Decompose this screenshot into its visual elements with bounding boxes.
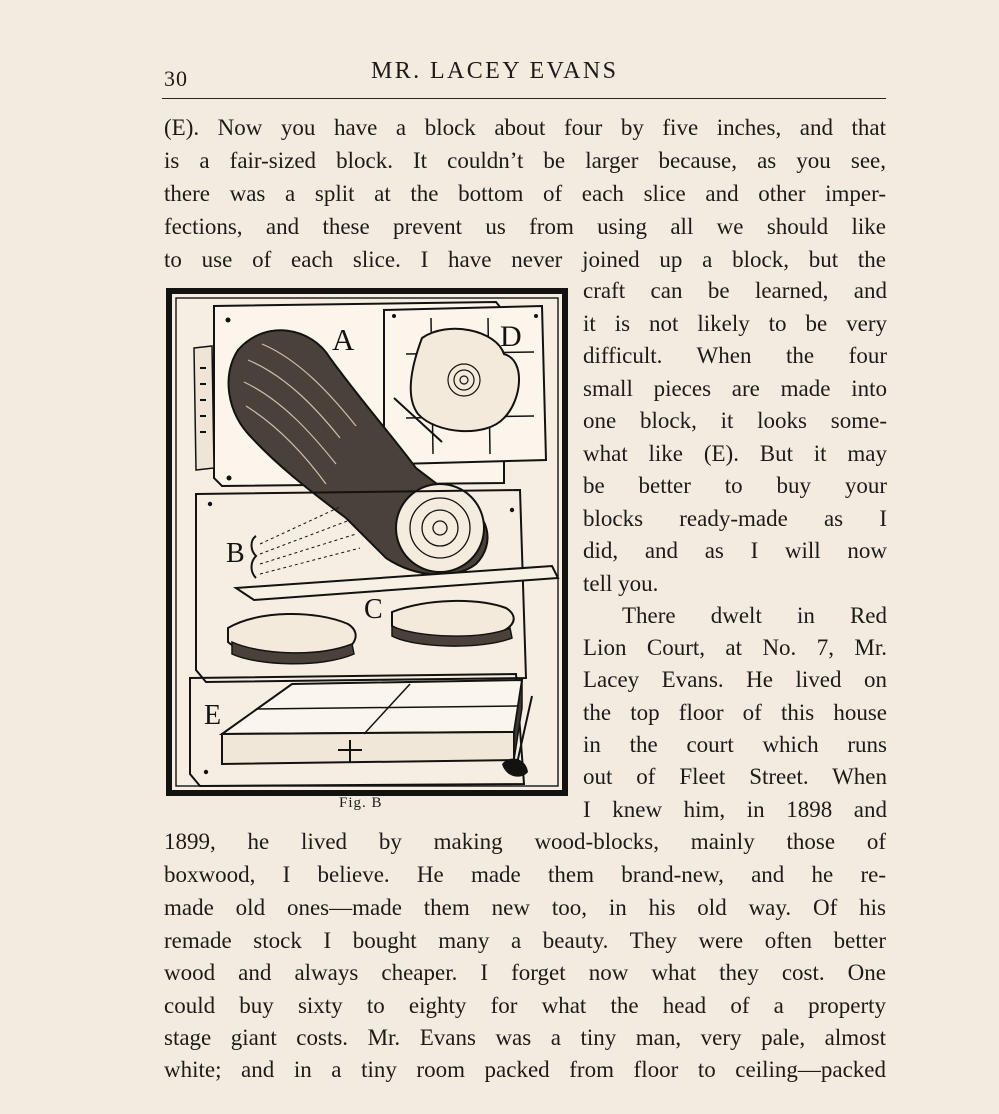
body-line: Lacey Evans. He lived on (583, 667, 887, 692)
body-line: did, and as I will now (583, 538, 887, 563)
body-line: wood and always cheaper. I forget now what they cost. One (164, 960, 886, 985)
body-line: difficult. When the four (583, 343, 887, 368)
body-line: be better to buy your (583, 473, 887, 498)
body-line: is a fair-sized block. It couldn’t be larger because, as you see, (164, 148, 886, 173)
figure-label-b: B (226, 538, 245, 569)
body-line: (E). Now you have a block about four by five inches, and that (164, 115, 886, 140)
body-line: the top floor of this house (583, 700, 887, 725)
body-line: There dwelt in Red (622, 603, 887, 628)
figure-caption: Fig. B (339, 795, 383, 811)
body-line: Lion Court, at No. 7, Mr. (583, 635, 887, 660)
figure-label-a: A (332, 322, 355, 357)
body-line: out of Fleet Street. When (583, 764, 887, 789)
body-line: it is not likely to be very (583, 311, 887, 336)
body-line: craft can be learned, and (583, 278, 887, 303)
figure-label-e: E (204, 700, 222, 731)
body-line: remade stock I bought many a beauty. They were often better (164, 928, 886, 953)
running-head: MR. LACEY EVANS (371, 58, 619, 84)
body-line: what like (E). But it may (583, 441, 887, 466)
figure-label-c: C (364, 594, 383, 625)
body-line: boxwood, I believe. He made them brand-new, and he re- (164, 862, 886, 887)
body-line: made old ones—made them new too, in his old way. Of his (164, 895, 886, 920)
body-line: there was a split at the bottom of each slice and other imper- (164, 181, 886, 206)
body-line: small pieces are made into (583, 376, 887, 401)
body-line: stage giant costs. Mr. Evans was a tiny man, very pale, almost (164, 1025, 886, 1050)
body-line: tell you. (583, 571, 659, 596)
header-rule (162, 98, 886, 99)
body-line: in the court which runs (583, 732, 887, 757)
body-line: to use of each slice. I have never joined up a block, but the (164, 247, 886, 272)
body-line: one block, it looks some- (583, 408, 887, 433)
body-line: white; and in a tiny room packed from floor to ceiling—packed (164, 1057, 886, 1082)
body-line: I knew him, in 1898 and (583, 797, 887, 822)
figure-label-d: D (500, 320, 522, 353)
body-line: could buy sixty to eighty for what the head of a property (164, 993, 886, 1018)
page-number: 30 (164, 66, 188, 91)
body-line: 1899, he lived by making wood-blocks, mainly those of (164, 829, 886, 854)
body-line: blocks ready-made as I (583, 506, 887, 531)
body-line: fections, and these prevent us from using all we should like (164, 214, 886, 239)
figure-woodblock-illustration (166, 288, 568, 796)
